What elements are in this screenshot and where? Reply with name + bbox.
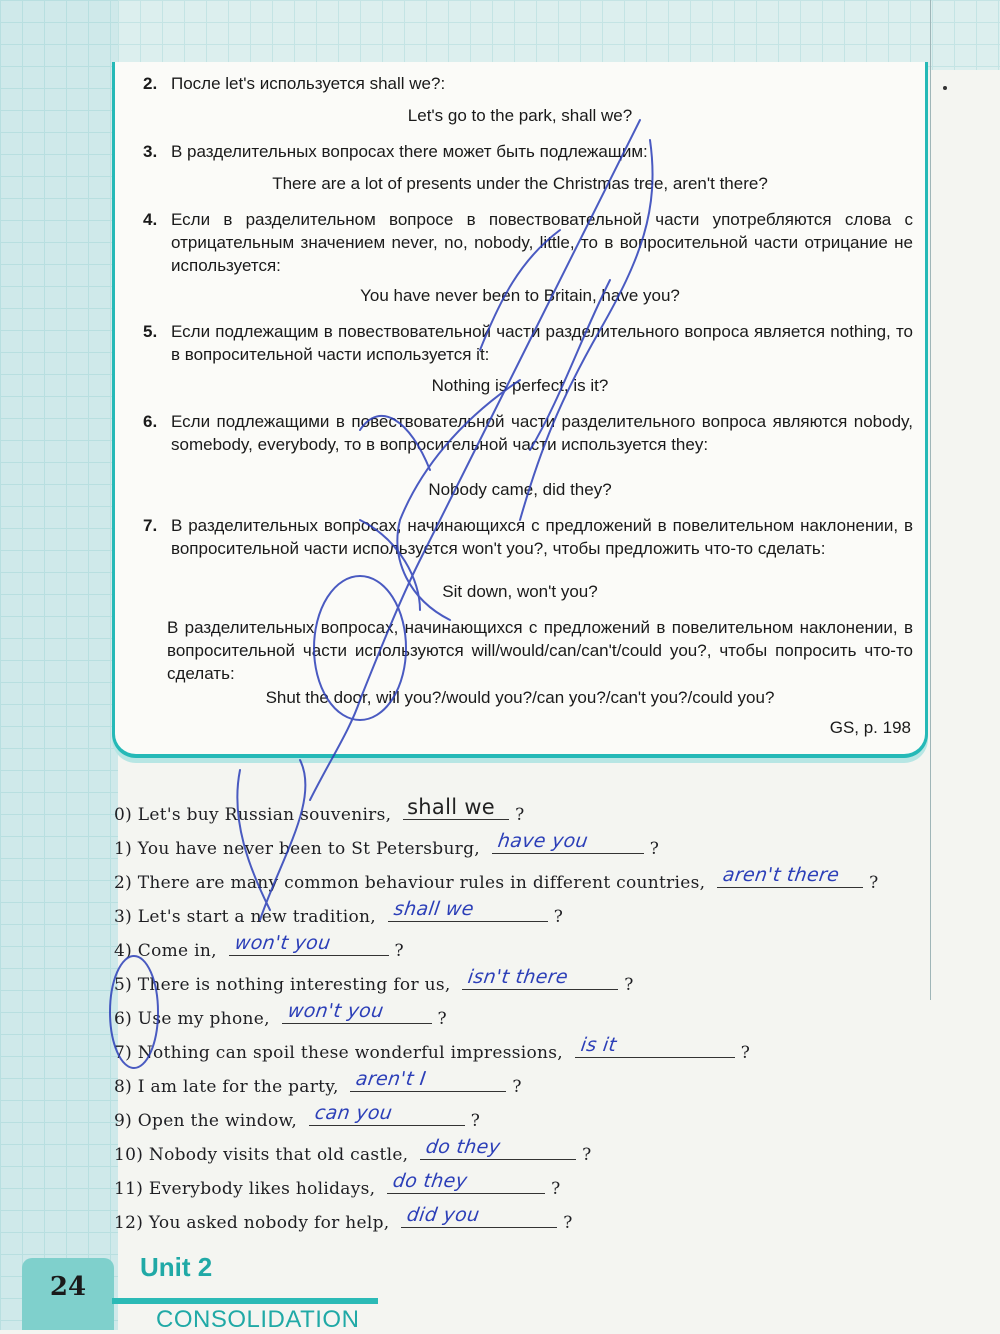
item-number: 8) — [114, 1077, 133, 1097]
rule-6 — [143, 410, 913, 456]
answer-text: did you — [405, 1204, 482, 1226]
rule-text: В разделительных вопросах, начинающихся с предложений в повелительном наклонении, в вопросительной части используются will/would/can/can't/could you?, чтобы попросить что-то сделать: — [167, 618, 913, 683]
item-text: You asked nobody for help, — [148, 1213, 390, 1233]
exercise-item — [114, 1001, 934, 1031]
rule-4 — [143, 208, 913, 277]
rule-5 — [143, 320, 913, 366]
rule-text: Если подлежащим в повествовательной части разделительного вопроса является nothing, то в вопросительной части используется it: — [171, 322, 913, 364]
answer-text: do they — [391, 1170, 469, 1192]
answer-text: aren't I — [354, 1068, 428, 1090]
answer-text: aren't there — [721, 864, 841, 886]
answer-text: do they — [424, 1136, 502, 1158]
page-number: 24 — [49, 1272, 87, 1302]
rule-number: 7. — [143, 516, 158, 535]
answer-blank[interactable] — [492, 831, 644, 854]
rule-number: 2. — [143, 74, 158, 93]
item-text: Come in, — [137, 941, 217, 961]
answer-blank[interactable] — [403, 797, 509, 820]
rule-text: Если подлежащими в повествовательной части разделительного вопроса являются nobody, somebody, everybody, то в вопросительной части используется they: — [171, 412, 913, 454]
rule-3 — [143, 140, 913, 163]
exercise-item — [114, 1069, 934, 1099]
answer-blank[interactable] — [229, 933, 389, 956]
answer-text: shall we — [392, 898, 476, 920]
rule-number: 6. — [143, 412, 158, 431]
question-mark: ? — [437, 1009, 447, 1029]
item-number: 1) — [114, 839, 133, 859]
answer-blank[interactable] — [388, 899, 548, 922]
answer-blank[interactable] — [350, 1069, 506, 1092]
grammar-rule-box — [112, 62, 928, 758]
unit-underline — [112, 1298, 378, 1304]
exercise-item — [114, 933, 934, 963]
exercise-item — [114, 797, 934, 827]
answer-blank[interactable] — [401, 1205, 557, 1228]
item-number: 7) — [114, 1043, 133, 1063]
question-mark: ? — [512, 1077, 522, 1097]
exercise-item — [114, 865, 934, 895]
rule-text: Если в разделительном вопросе в повествовательной части употребляются слова с отрицательным значением never, no, nobody, little, то в вопросительной части отрицание не используется: — [171, 210, 913, 275]
answer-blank[interactable] — [420, 1137, 576, 1160]
item-number: 12) — [114, 1213, 144, 1233]
graph-paper-top — [118, 0, 1000, 70]
item-text: Nobody visits that old castle, — [148, 1145, 409, 1165]
question-mark: ? — [563, 1213, 573, 1233]
question-mark: ? — [553, 907, 564, 927]
bullet-dot — [943, 86, 947, 90]
exercise-item — [114, 899, 934, 929]
exercise-item — [114, 1103, 934, 1133]
rule-example: Let's go to the park, shall we? — [407, 106, 633, 125]
item-number: 3) — [114, 907, 133, 927]
rule-example: Shut the door, will you?/would you?/can you?/can't you?/could you? — [265, 688, 775, 707]
answer-blank[interactable] — [309, 1103, 465, 1126]
exercise-item — [114, 967, 934, 997]
item-text: Open the window, — [137, 1111, 298, 1131]
item-number: 9) — [114, 1111, 133, 1131]
answer-blank[interactable] — [282, 1001, 432, 1024]
answer-text: shall we — [407, 795, 496, 819]
rule-2 — [143, 72, 913, 95]
item-number: 5) — [114, 975, 133, 995]
rule-example: Nobody came, did they? — [428, 480, 612, 499]
rule-text: После let's используется shall we?: — [171, 74, 446, 93]
item-number: 10) — [114, 1145, 144, 1165]
item-text: There is nothing interesting for us, — [137, 975, 451, 995]
rule-number: 5. — [143, 322, 158, 341]
answer-blank[interactable] — [462, 967, 618, 990]
question-mark: ? — [649, 839, 660, 859]
question-mark: ? — [582, 1145, 592, 1165]
rule-7b — [143, 616, 913, 685]
rule-text: В разделительных вопросах there может быть подлежащим: — [171, 142, 648, 161]
item-text: Nothing can spoil these wonderful impressions, — [137, 1043, 564, 1063]
unit-title: Unit 2 — [140, 1252, 213, 1282]
item-number: 0) — [114, 805, 133, 825]
answer-blank[interactable] — [575, 1035, 735, 1058]
item-text: I am late for the party, — [137, 1077, 339, 1097]
item-text: Let's start a new tradition, — [137, 907, 376, 927]
exercise-item — [114, 1205, 934, 1235]
question-mark: ? — [394, 941, 404, 961]
question-mark: ? — [740, 1043, 751, 1063]
rule-example: Nothing is perfect, is it? — [431, 376, 609, 395]
rule-7 — [143, 514, 913, 560]
rule-number: 4. — [143, 210, 158, 229]
exercise-item — [114, 1035, 934, 1065]
grammar-reference: GS, p. 198 — [829, 718, 911, 737]
answer-text: won't you — [232, 932, 332, 954]
question-mark: ? — [624, 975, 634, 995]
graph-paper-margin — [0, 0, 118, 1330]
rule-example: There are a lot of presents under the Christmas tree, aren't there? — [272, 174, 768, 193]
section-title: CONSOLIDATION — [156, 1306, 360, 1333]
exercise-item — [114, 831, 934, 861]
answer-text: won't you — [285, 1000, 385, 1022]
page-number-tab — [22, 1258, 114, 1330]
rule-example: Sit down, won't you? — [442, 582, 598, 601]
answer-text: have you — [496, 830, 590, 852]
item-text: Let's buy Russian souvenirs, — [137, 805, 392, 825]
item-text: Use my phone, — [137, 1009, 270, 1029]
exercise-item — [114, 1137, 934, 1167]
answer-text: can you — [313, 1102, 394, 1124]
question-mark: ? — [551, 1179, 561, 1199]
answer-blank[interactable] — [387, 1171, 545, 1194]
item-number: 6) — [114, 1009, 133, 1029]
item-text: You have never been to St Petersburg, — [137, 839, 480, 859]
question-mark: ? — [470, 1111, 481, 1131]
item-text: There are many common behaviour rules in different countries, — [137, 873, 706, 893]
rule-example: You have never been to Britain, have you? — [360, 286, 680, 305]
question-mark: ? — [515, 805, 525, 825]
answer-blank[interactable] — [717, 865, 863, 888]
answer-text: isn't there — [466, 966, 570, 988]
item-number: 4) — [114, 941, 133, 961]
question-mark: ? — [869, 873, 879, 893]
answer-text: is it — [579, 1034, 618, 1056]
rule-text: В разделительных вопросах, начинающихся с предложений в повелительном наклонении, в вопросительной части используется won't you?, чтобы предложить что-то сделать: — [171, 516, 913, 558]
exercise-item — [114, 1171, 934, 1201]
item-number: 2) — [114, 873, 133, 893]
item-number: 11) — [114, 1179, 144, 1199]
item-text: Everybody likes holidays, — [148, 1179, 376, 1199]
rule-number: 3. — [143, 142, 158, 161]
